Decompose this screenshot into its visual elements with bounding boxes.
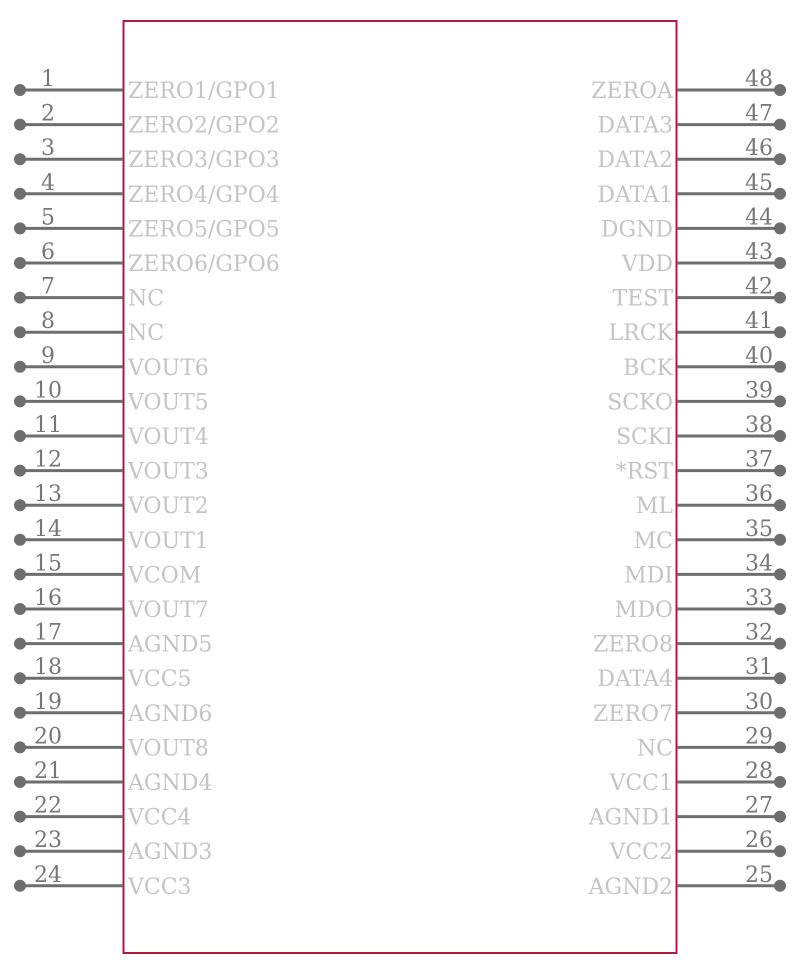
pin-endpoint [774,119,786,131]
pin-number: 36 [745,482,773,508]
left-pin-group [14,67,280,900]
pin-37 [616,448,786,485]
pin-number: 29 [745,724,773,750]
pin-name: VOUT7 [128,598,209,623]
pin-name: VCOM [128,563,202,589]
pin-33 [615,586,786,623]
pin-endpoint [774,361,786,373]
pin-endpoint [774,638,786,650]
pin-name: SCKI [615,425,673,450]
pin-10 [14,378,209,415]
pin-endpoint [774,430,786,442]
pin-name: ZERO5/GPO5 [128,217,280,243]
pin-name: DATA3 [597,113,673,139]
pin-name: ZEROA [591,79,673,104]
pin-number: 34 [745,551,773,577]
pin-36 [636,482,786,519]
pin-number: 11 [34,413,62,438]
pin-endpoint [774,326,786,338]
pin-name: ZERO6/GPO6 [128,252,280,277]
pin-endpoint [14,499,26,511]
pin-name: MDI [624,563,673,589]
pin-1 [14,67,280,104]
pin-45 [597,171,786,208]
pin-16 [14,586,209,623]
pin-endpoint [14,603,26,615]
pin-number: 31 [745,655,773,681]
pin-number: 17 [34,620,62,646]
pin-endpoint [14,672,26,684]
pin-number: 8 [41,309,55,335]
pin-name: TEST [612,286,673,312]
pin-number: 38 [745,413,773,438]
pin-number: 33 [745,586,773,611]
pin-number: 1 [41,67,55,92]
pin-endpoint [14,845,26,857]
pin-name: *RST [615,459,673,485]
pin-endpoint [14,188,26,200]
pin-number: 39 [745,378,773,404]
pin-endpoint [14,257,26,269]
pin-endpoint [14,568,26,580]
pin-endpoint [774,845,786,857]
pin-endpoint [774,568,786,580]
pin-endpoint [14,222,26,234]
pin-14 [14,517,209,554]
right-pin-group [588,67,786,900]
pin-2 [14,102,280,139]
pin-18 [14,655,192,692]
pin-endpoint [14,361,26,373]
pin-number: 19 [34,689,62,715]
pin-6 [14,240,280,277]
pin-name: DATA2 [597,148,673,174]
pin-endpoint [774,257,786,269]
pin-26 [608,828,786,865]
pin-endpoint [14,326,26,338]
pin-name: NC [128,321,165,347]
pin-name: VOUT3 [128,459,209,485]
pin-name: LRCK [608,321,673,347]
pin-endpoint [774,499,786,511]
pin-name: AGND5 [128,632,213,658]
pin-46 [597,136,786,173]
pin-name: VOUT4 [128,425,209,450]
pin-number: 27 [745,793,773,819]
pin-5 [14,205,280,242]
pin-number: 44 [745,205,773,231]
pin-name: AGND2 [588,874,673,900]
pin-number: 45 [745,170,773,196]
pin-12 [14,448,209,485]
pin-9 [14,344,209,381]
pin-number: 22 [34,793,62,819]
pin-27 [588,794,786,831]
pin-number: 5 [41,205,55,231]
pin-32 [593,621,786,658]
pin-endpoint [774,188,786,200]
pin-endpoint [14,638,26,650]
pin-name: VCC3 [128,874,192,900]
pin-number: 3 [41,136,55,162]
pin-39 [607,378,786,415]
pin-7 [14,275,164,312]
pin-44 [601,205,786,242]
pin-number: 28 [745,759,773,784]
pin-19 [14,690,212,727]
pin-endpoint [14,153,26,165]
pin-number: 32 [745,620,773,646]
pin-38 [616,413,786,450]
pin-endpoint [774,534,786,546]
pin-name: VCC5 [128,667,192,693]
pin-31 [597,655,786,692]
pin-20 [14,724,209,761]
pin-22 [14,794,192,831]
pin-endpoint [774,880,786,892]
pin-47 [597,102,786,139]
pin-name: DATA1 [597,182,673,208]
pin-number: 4 [41,170,55,196]
pin-number: 42 [745,274,773,300]
pin-number: 9 [41,343,55,369]
pin-42 [613,275,786,312]
pin-endpoint [774,776,786,788]
pin-endpoint [14,776,26,788]
pin-name: DGND [600,217,673,243]
pin-number: 43 [745,240,773,265]
pin-endpoint [774,84,786,96]
pin-name: SCKO [607,390,673,416]
pin-endpoint [774,603,786,615]
pin-endpoint [774,811,786,823]
pin-number: 20 [34,724,62,750]
pin-3 [14,136,280,173]
pin-name: VDD [621,252,673,277]
pin-number: 48 [745,67,773,92]
pin-name: VOUT5 [128,390,209,416]
pin-name: AGND3 [128,840,213,866]
pin-8 [14,309,164,346]
pin-endpoint [774,672,786,684]
pin-number: 25 [745,862,773,888]
pin-name: ZERO7 [593,701,673,727]
pin-endpoint [14,84,26,96]
pin-41 [609,309,786,346]
pin-34 [624,551,786,588]
pin-35 [634,517,786,554]
pin-number: 13 [34,482,62,508]
pin-name: NC [636,736,673,762]
pin-name: VOUT2 [128,494,209,520]
pin-24 [14,863,192,900]
pin-endpoint [14,534,26,546]
pin-number: 40 [745,343,773,369]
pin-number: 47 [745,101,773,127]
pin-29 [637,724,786,761]
pin-number: 14 [34,516,62,542]
pin-30 [593,690,786,727]
pin-name: VOUT6 [128,355,209,381]
pin-48 [591,67,786,104]
pin-endpoint [14,292,26,304]
pin-endpoint [774,741,786,753]
pin-number: 2 [41,101,55,127]
pin-15 [14,551,201,588]
pin-number: 7 [41,274,55,300]
pin-number: 30 [745,689,773,715]
pin-name: BCK [623,355,673,381]
pin-name: ZERO2/GPO2 [128,113,280,139]
pin-endpoint [14,430,26,442]
pin-endpoint [14,465,26,477]
pin-name: VOUT8 [128,736,209,762]
pin-name: VCC4 [128,805,192,831]
pin-name: DATA4 [597,667,673,693]
pin-13 [14,482,209,519]
pin-number: 35 [745,516,773,542]
pin-43 [621,240,786,277]
pin-23 [14,828,212,865]
pin-endpoint [774,222,786,234]
pin-name: ZERO1/GPO1 [128,79,280,104]
pin-name: VCC2 [609,840,673,866]
pin-name: VOUT1 [128,528,209,554]
pin-endpoint [14,395,26,407]
pin-name: NC [128,286,165,312]
pin-endpoint [774,153,786,165]
pin-name: ZERO3/GPO3 [128,148,280,174]
pin-number: 37 [745,447,773,473]
pin-endpoint [14,811,26,823]
pin-17 [14,621,212,658]
pin-name: AGND6 [128,701,213,727]
pin-number: 16 [34,586,62,611]
pin-endpoint [774,707,786,719]
pin-25 [588,863,786,900]
pin-40 [623,344,786,381]
pin-endpoint [774,292,786,304]
pin-number: 21 [34,759,62,784]
pin-endpoint [774,395,786,407]
pin-number: 23 [34,828,62,854]
pin-21 [14,759,212,796]
pin-4 [14,171,280,208]
pin-name: ML [635,494,673,520]
pin-name: MDO [614,598,673,623]
pin-number: 41 [745,309,773,335]
pin-number: 12 [34,447,62,473]
pin-endpoint [14,880,26,892]
pin-name: MC [633,528,673,554]
pin-endpoint [14,119,26,131]
pin-number: 46 [745,136,773,162]
pin-name: ZERO4/GPO4 [128,182,280,208]
pin-name: AGND4 [128,771,213,796]
pin-28 [608,759,786,796]
pin-number: 26 [745,828,773,854]
pin-number: 6 [41,240,55,265]
pin-endpoint [14,741,26,753]
pin-name: VCC1 [609,771,673,796]
pin-number: 24 [34,862,62,888]
pin-number: 18 [34,655,62,681]
pin-name: AGND1 [588,805,673,831]
pin-number: 10 [34,378,62,404]
pin-number: 15 [34,551,62,577]
pin-name: ZERO8 [593,632,673,658]
pin-11 [14,413,209,450]
pin-endpoint [14,707,26,719]
pin-endpoint [774,465,786,477]
